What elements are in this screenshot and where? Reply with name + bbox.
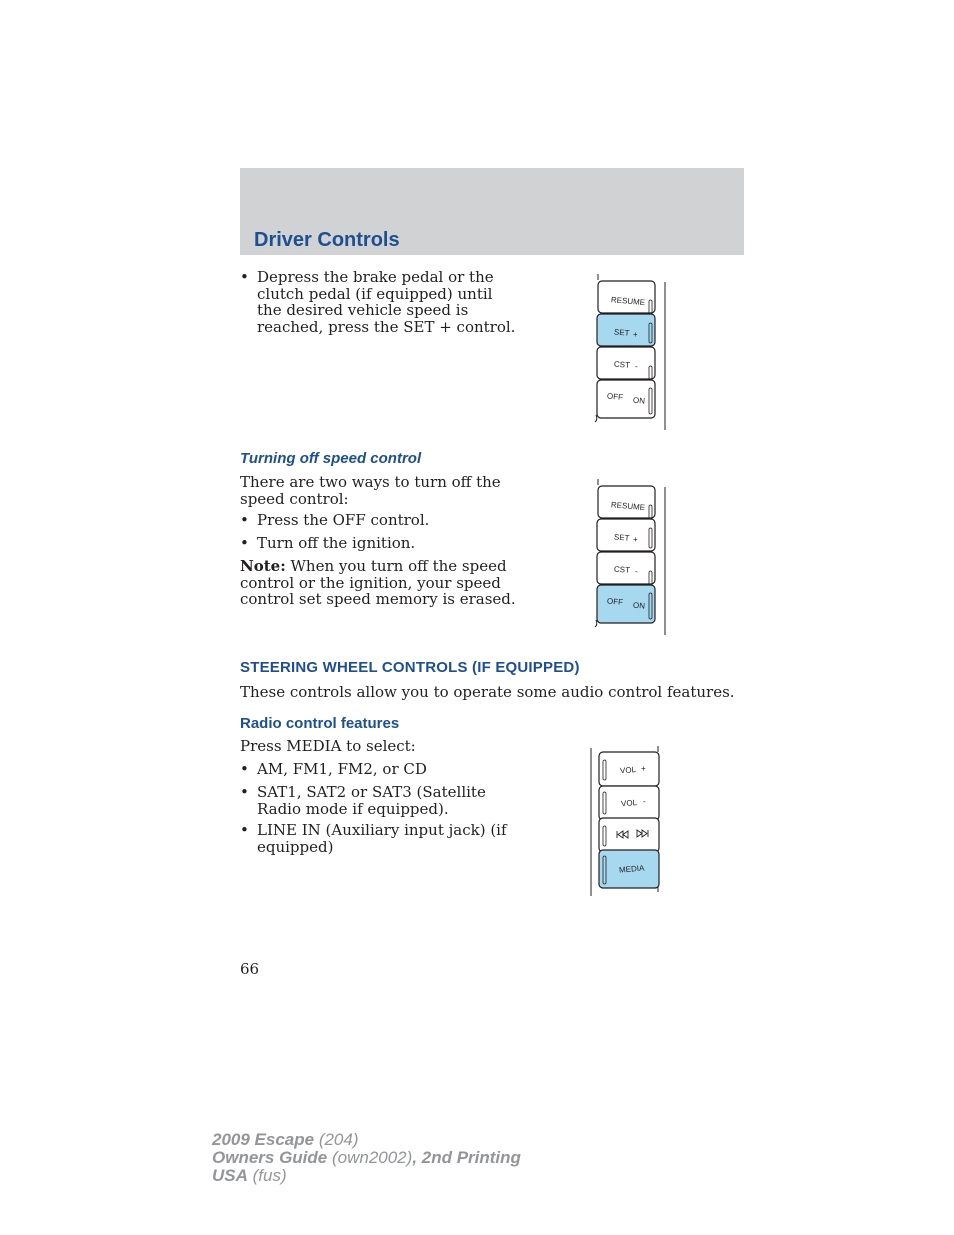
bullet-text (257, 761, 427, 778)
section-heading: STEERING WHEEL CONTROLS (IF EQUIPPED) (240, 659, 580, 676)
plus-label: + (633, 535, 638, 544)
vol-label: VOL (619, 765, 637, 776)
text-line: speed control: (240, 489, 349, 508)
set-label: SET (613, 532, 630, 543)
text-line: There are two ways to turn off the (240, 473, 501, 491)
plus-label: + (633, 330, 638, 339)
bullet-text (257, 822, 507, 855)
audio-controls-illustration (585, 744, 665, 900)
bullet-dot: • (240, 268, 249, 286)
bullet-dot: • (240, 511, 249, 529)
plus-label: + (641, 764, 646, 773)
cst-label: CST (613, 359, 631, 370)
text-line: LINE IN (Auxiliary input jack) (if (257, 821, 507, 839)
text-line: control set speed memory is erased. (240, 590, 516, 608)
cruise-control-illustration-off (590, 477, 670, 637)
text-line: AM, FM1, FM2, or CD (257, 760, 427, 778)
seek-button (599, 818, 659, 852)
off-on-button (597, 380, 655, 418)
resume-label: RESUME (610, 295, 646, 308)
resume-label: RESUME (610, 500, 646, 513)
text-line: control or the ignition, your speed (240, 573, 501, 592)
paragraph: These controls allow you to operate some audio control features. (240, 683, 735, 701)
list-item (240, 784, 540, 820)
footer-guide: Owners Guide (212, 1148, 328, 1167)
footer-line (212, 1149, 521, 1167)
list-item (240, 761, 540, 779)
set-label: SET (613, 327, 630, 338)
page-title: Driver Controls (254, 229, 400, 251)
minus-label: - (635, 567, 638, 576)
bullet-dot: • (240, 534, 249, 552)
note-paragraph (240, 558, 540, 608)
cst-label: CST (613, 564, 631, 575)
text-line (240, 558, 540, 575)
vol-label: VOL (620, 797, 638, 809)
text-line: Depress the brake pedal or the (257, 268, 494, 286)
off-label: OFF (606, 596, 624, 607)
text-line: clutch pedal (if equipped) until (257, 284, 493, 303)
on-label: ON (632, 395, 646, 406)
on-label: ON (632, 600, 646, 611)
bullet-dot: • (240, 821, 249, 839)
paragraph: Press MEDIA to select: (240, 737, 416, 755)
header-band (240, 168, 744, 255)
media-label: MEDIA (618, 863, 645, 875)
footer-model: 2009 Escape (212, 1130, 315, 1149)
note-text: When you turn off the speed (285, 557, 507, 575)
footer-model-code: (204) (314, 1130, 359, 1149)
text-line: the desired vehicle speed is (257, 301, 469, 319)
bullet-dot: • (240, 783, 249, 801)
list-item (240, 535, 540, 553)
bullet-text (257, 269, 515, 335)
minus-label: - (635, 362, 638, 371)
paragraph (240, 474, 540, 507)
cruise-control-illustration-set (590, 272, 670, 432)
footer-line (212, 1167, 521, 1185)
bullet-dot: • (240, 760, 249, 778)
footer-region: USA (212, 1166, 248, 1185)
list-item (240, 822, 540, 858)
page-number: 66 (240, 960, 260, 978)
off-on-button (597, 585, 655, 623)
list-item (240, 512, 540, 530)
footer-region-code: (fus) (247, 1166, 287, 1185)
text-line: equipped) (257, 837, 334, 856)
footer-line (212, 1131, 521, 1149)
text-line: reached, press the SET + control. (257, 317, 516, 336)
footer-printing: , 2nd Printing (412, 1148, 521, 1167)
bullet-text (257, 784, 486, 817)
footer-guide-code: (own2002) (327, 1148, 413, 1167)
bullet-text: Press the OFF control. (257, 511, 430, 529)
text-line: Radio mode if equipped). (257, 799, 449, 818)
footer (212, 1131, 521, 1185)
section-subheading: Radio control features (240, 715, 400, 732)
minus-label: - (643, 797, 646, 806)
text-line: SAT1, SAT2 or SAT3 (Satellite (257, 783, 486, 801)
section-subheading: Turning off speed control (240, 450, 422, 467)
off-label: OFF (606, 391, 624, 402)
note-label: Note: (240, 557, 286, 575)
bullet-text: Turn off the ignition. (257, 534, 416, 552)
